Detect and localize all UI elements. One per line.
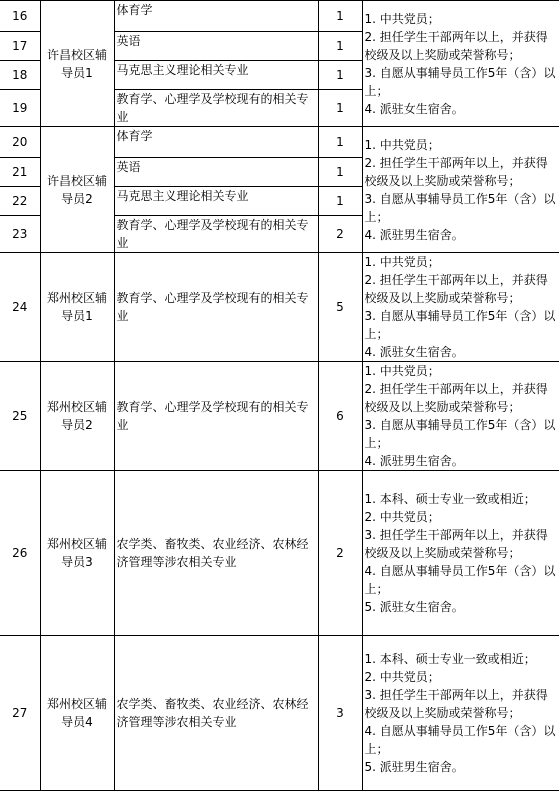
table-row: [0, 1, 559, 32]
major-requirement: 教育学、心理学及学校现有的相关专业: [114, 253, 318, 362]
requirement-item: 1. 本科、硕士专业一致或相近；: [364, 652, 536, 666]
requirement-item: 1. 中共党员；: [364, 255, 440, 269]
headcount: 3: [318, 636, 362, 791]
major-requirement: 农学类、畜牧类、农业经济、农林经济管理等涉农相关专业: [114, 636, 318, 791]
table-row: [0, 362, 559, 471]
row-number: 21: [0, 158, 40, 187]
row-number: 24: [0, 253, 40, 362]
requirement-item: 1. 本科、硕士专业一致或相近；: [364, 492, 536, 506]
requirement-item: 2. 中共党员；: [364, 670, 440, 684]
table-row: [0, 127, 559, 158]
row-number: 19: [0, 90, 40, 127]
requirement-item: 3. 自愿从事辅导员工作5年（含）以上；: [364, 418, 556, 450]
requirement-item: 4. 自愿从事辅导员工作5年（含）以上；: [364, 564, 556, 596]
requirement-item: 4. 派驻男生宿舍。: [364, 454, 464, 468]
major-requirement: 教育学、心理学及学校现有的相关专业: [114, 216, 318, 253]
other-requirements: [362, 471, 559, 636]
requirement-item: 5. 派驻男生宿舍。: [364, 760, 464, 774]
requirement-item: 2. 担任学生干部两年以上，并获得校级及以上奖励或荣誉称号；: [364, 273, 548, 305]
requirement-item: 4. 派驻男生宿舍。: [364, 227, 464, 242]
major-requirement: 马克思主义理论相关专业: [114, 187, 318, 216]
headcount: 2: [318, 216, 362, 253]
requirement-item: 2. 担任学生干部两年以上，并获得校级及以上奖励或荣誉称号；: [364, 29, 548, 62]
requirement-item: 2. 中共党员；: [364, 510, 440, 524]
row-number: 26: [0, 471, 40, 636]
requirement-item: 3. 自愿从事辅导员工作5年（含）以上；: [364, 309, 556, 341]
row-number: 17: [0, 32, 40, 61]
row-number: 20: [0, 127, 40, 158]
row-number: 27: [0, 636, 40, 791]
other-requirements: [362, 636, 559, 791]
requirement-item: 4. 派驻女生宿舍。: [364, 101, 464, 116]
table-row: [0, 471, 559, 636]
major-requirement: 英语: [114, 158, 318, 187]
major-requirement: 农学类、畜牧类、农业经济、农林经济管理等涉农相关专业: [114, 471, 318, 636]
requirement-item: 1. 中共党员；: [364, 137, 440, 152]
major-requirement: 体育学: [114, 127, 318, 158]
row-number: 23: [0, 216, 40, 253]
position-name: 郑州校区辅导员3: [40, 471, 114, 636]
headcount: 6: [318, 362, 362, 471]
headcount: 1: [318, 90, 362, 127]
requirement-item: 3. 自愿从事辅导员工作5年（含）以上；: [364, 191, 556, 224]
row-number: 18: [0, 61, 40, 90]
headcount: 1: [318, 158, 362, 187]
row-number: 22: [0, 187, 40, 216]
requirement-item: 4. 自愿从事辅导员工作5年（含）以上；: [364, 724, 556, 756]
table-row: [0, 253, 559, 362]
headcount: 1: [318, 1, 362, 32]
requirement-item: 2. 担任学生干部两年以上，并获得校级及以上奖励或荣誉称号；: [364, 155, 548, 188]
headcount: 1: [318, 187, 362, 216]
headcount: 5: [318, 253, 362, 362]
position-name: 许昌校区辅导员2: [40, 127, 114, 253]
other-requirements: [362, 127, 559, 253]
major-requirement: 教育学、心理学及学校现有的相关专业: [114, 362, 318, 471]
requirement-item: 3. 自愿从事辅导员工作5年（含）以上；: [364, 65, 556, 98]
requirement-item: 3. 担任学生干部两年以上，并获得校级及以上奖励或荣誉称号；: [364, 528, 548, 560]
major-requirement: 教育学、心理学及学校现有的相关专业: [114, 90, 318, 127]
other-requirements: [362, 362, 559, 471]
headcount: 1: [318, 127, 362, 158]
requirement-item: 2. 担任学生干部两年以上，并获得校级及以上奖励或荣誉称号；: [364, 382, 548, 414]
requirement-item: 1. 中共党员；: [364, 364, 440, 378]
other-requirements: [362, 253, 559, 362]
major-requirement: 体育学: [114, 1, 318, 32]
requirement-item: 3. 担任学生干部两年以上，并获得校级及以上奖励或荣誉称号；: [364, 688, 548, 720]
position-name: 郑州校区辅导员1: [40, 253, 114, 362]
other-requirements: [362, 1, 559, 127]
headcount: 1: [318, 61, 362, 90]
position-name: 郑州校区辅导员2: [40, 362, 114, 471]
table-body: [0, 1, 559, 791]
major-requirement: 马克思主义理论相关专业: [114, 61, 318, 90]
position-name: 郑州校区辅导员4: [40, 636, 114, 791]
position-name: 许昌校区辅导员1: [40, 1, 114, 127]
requirement-item: 1. 中共党员；: [364, 11, 440, 26]
row-number: 16: [0, 1, 40, 32]
table-row: [0, 636, 559, 791]
major-requirement: 英语: [114, 32, 318, 61]
headcount: 2: [318, 471, 362, 636]
requirement-item: 5. 派驻女生宿舍。: [364, 600, 464, 614]
headcount: 1: [318, 32, 362, 61]
requirement-item: 4. 派驻女生宿舍。: [364, 345, 464, 359]
row-number: 25: [0, 362, 40, 471]
